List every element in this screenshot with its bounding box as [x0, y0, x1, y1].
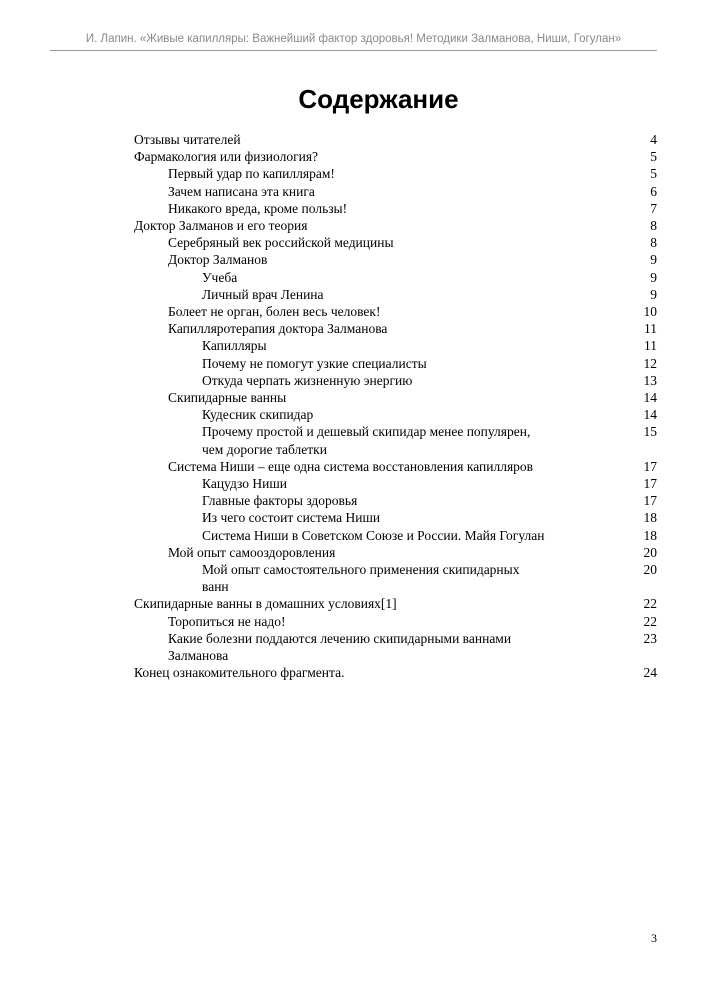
- toc-entry[interactable]: [0, 320, 707, 337]
- toc-entry-page: 22: [643, 596, 657, 612]
- toc-entry[interactable]: [0, 217, 707, 234]
- toc-entry-page: 20: [643, 544, 657, 560]
- toc-entry[interactable]: [0, 355, 707, 372]
- toc-entry[interactable]: [0, 131, 707, 148]
- toc-entry-title[interactable]: Система Ниши в Советском Союзе и России. Майя Гогулан: [202, 527, 545, 543]
- header-divider: [50, 50, 657, 51]
- toc-entry[interactable]: [0, 406, 707, 423]
- toc-entry-title[interactable]: Доктор Залманов и его теория: [134, 218, 308, 234]
- toc-entry-page: 17: [643, 493, 657, 509]
- toc-entry-title[interactable]: Учеба: [202, 269, 238, 285]
- toc-entry-title[interactable]: Почему не помогут узкие специалисты: [202, 355, 427, 371]
- toc-entry-page: 11: [644, 338, 657, 354]
- running-header: И. Лапин. «Живые капилляры: Важнейший фактор здоровья! Методики Залманова, Ниши, Гогулан»: [85, 33, 622, 45]
- toc-entry-title[interactable]: Капилляротерапия доктора Залманова: [168, 321, 388, 337]
- toc-entry[interactable]: [0, 423, 707, 457]
- toc-entry-title[interactable]: Система Ниши – еще одна система восстановления капилляров: [168, 458, 534, 474]
- toc-entry-page: 17: [643, 458, 657, 474]
- toc-entry[interactable]: [0, 148, 707, 165]
- toc-entry-title[interactable]: Торопиться не надо!: [168, 613, 286, 629]
- toc-entry-title[interactable]: Из чего состоит система Ниши: [202, 510, 381, 526]
- toc-entry-page: 9: [650, 286, 657, 302]
- toc-entry-title[interactable]: Главные факторы здоровья: [202, 493, 358, 509]
- toc-entry-page: 11: [644, 321, 657, 337]
- toc-entry-page: 23: [643, 630, 657, 646]
- toc-entry[interactable]: [0, 286, 707, 303]
- toc-entry-title[interactable]: Первый удар по капиллярам!: [168, 166, 335, 182]
- toc-entry[interactable]: [0, 595, 707, 612]
- toc-entry-title[interactable]: Мой опыт самооздоровления: [168, 544, 336, 560]
- toc-entry-title[interactable]: Доктор Залманов: [168, 252, 268, 268]
- toc-entry-page: 7: [650, 200, 657, 216]
- toc-entry[interactable]: [0, 458, 707, 475]
- toc-entry[interactable]: [0, 664, 707, 681]
- toc-entry-title[interactable]: Фармакология или физиология?: [134, 149, 319, 165]
- toc-entry[interactable]: [0, 561, 707, 595]
- toc-entry[interactable]: [0, 372, 707, 389]
- toc-entry-page: 18: [643, 510, 657, 526]
- toc-entry[interactable]: [0, 303, 707, 320]
- toc-entry[interactable]: [0, 613, 707, 630]
- toc-entry-title[interactable]: Серебряный век российской медицины: [168, 235, 394, 251]
- toc-entry-title[interactable]: Мой опыт самостоятельного применения скипидарных ванн: [202, 562, 520, 595]
- toc-entry-title[interactable]: Отзывы читателей: [134, 132, 241, 147]
- toc-entry-title[interactable]: Личный врач Ленина: [202, 286, 324, 302]
- toc-entry[interactable]: [0, 630, 707, 664]
- toc-entry-page: 10: [643, 304, 657, 320]
- toc-entry[interactable]: [0, 337, 707, 354]
- toc-entry-page: 6: [650, 183, 657, 199]
- toc-entry-page: 4: [650, 132, 657, 147]
- toc-entry[interactable]: [0, 475, 707, 492]
- toc-entry-page: 15: [643, 424, 657, 440]
- toc-entry-page: 22: [643, 613, 657, 629]
- toc-entry-title[interactable]: Конец ознакомительного фрагмента.: [134, 665, 345, 681]
- toc-entry-title[interactable]: Кацудзо Ниши: [202, 476, 287, 492]
- toc-entry[interactable]: [0, 389, 707, 406]
- toc-entry-title[interactable]: Зачем написана эта книга: [168, 183, 315, 199]
- toc-entry-page: 9: [650, 269, 657, 285]
- toc-entry[interactable]: [0, 200, 707, 217]
- toc-entry-title[interactable]: Капилляры: [202, 338, 267, 354]
- table-of-contents: [0, 131, 707, 682]
- toc-entry-page: 24: [643, 665, 657, 681]
- toc-entry-title[interactable]: Откуда черпать жизненную энергию: [202, 372, 413, 388]
- toc-entry-page: 20: [643, 562, 657, 578]
- toc-entry-page: 13: [643, 372, 657, 388]
- toc-entry[interactable]: [0, 251, 707, 268]
- toc-entry-page: 18: [643, 527, 657, 543]
- toc-entry-page: 8: [650, 218, 657, 234]
- toc-entry[interactable]: [0, 527, 707, 544]
- toc-entry-title[interactable]: Скипидарные ванны в домашних условиях[1]: [134, 596, 397, 612]
- toc-entry[interactable]: [0, 269, 707, 286]
- toc-entry[interactable]: [0, 544, 707, 561]
- page-title: Содержание: [298, 84, 459, 114]
- toc-entry-page: 5: [650, 149, 657, 165]
- toc-entry-page: 9: [650, 252, 657, 268]
- toc-entry-page: 17: [643, 476, 657, 492]
- toc-entry-page: 5: [650, 166, 657, 182]
- toc-entry[interactable]: [0, 183, 707, 200]
- toc-entry-page: 14: [643, 390, 657, 406]
- toc-entry-title[interactable]: Никакого вреда, кроме пользы!: [168, 200, 348, 216]
- toc-entry-page: 14: [643, 407, 657, 423]
- toc-entry[interactable]: [0, 509, 707, 526]
- toc-entry-page: 8: [650, 235, 657, 251]
- page-number: 3: [651, 931, 657, 945]
- toc-entry-title[interactable]: Скипидарные ванны: [168, 390, 287, 406]
- toc-entry-page: 12: [643, 355, 657, 371]
- toc-entry[interactable]: [0, 234, 707, 251]
- toc-entry-title[interactable]: Какие болезни поддаются лечению скипидарными ваннами Залманова: [168, 630, 512, 664]
- toc-entry[interactable]: [0, 165, 707, 182]
- toc-entry[interactable]: [0, 492, 707, 509]
- toc-entry-title[interactable]: Болеет не орган, болен весь человек!: [168, 304, 381, 320]
- toc-entry-title[interactable]: Кудесник скипидар: [202, 407, 314, 423]
- toc-entry-title[interactable]: Прочему простой и дешевый скипидар менее популярен, чем дорогие таблетки: [202, 424, 531, 457]
